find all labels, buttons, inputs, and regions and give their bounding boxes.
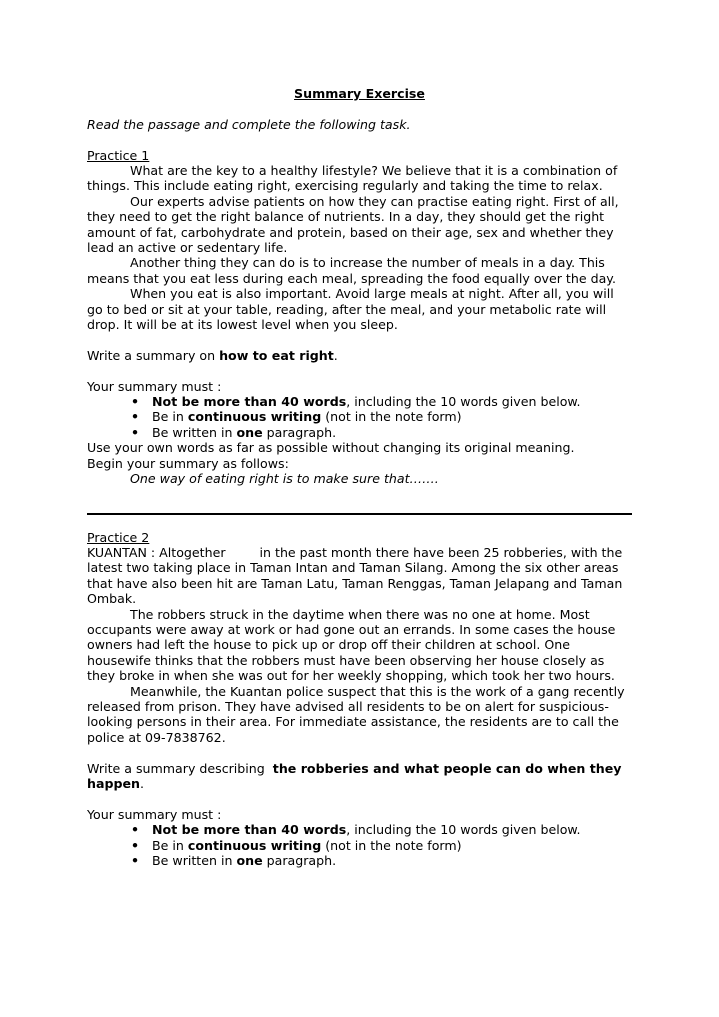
requirement-text: Be written in [152, 424, 237, 440]
instruction-text: Read the passage and complete the following task. [87, 116, 411, 132]
begin-text: One way of eating right is to make sure that……. [130, 471, 439, 487]
practice-2-paragraph: The robbers struck in the daytime when there was no one at home. Most occupants were away at work or had gone out an errands. In some cases the house owners had left the house to pick up or drop off their children at school. One housewife thinks that the robbers must have been observing her house closely as they broke in when she was out for her weekly shopping, which took her two hours. [87, 606, 616, 684]
dateline-text: KUANTAN : Altogether [87, 544, 226, 560]
section-divider [87, 513, 632, 515]
task-topic: the robberies and what people can do when they happen [87, 760, 622, 791]
task-text: Write a summary describing [87, 760, 273, 776]
requirement-emphasis: Not be more than 40 words [152, 394, 347, 410]
requirement-text: Be in [152, 837, 188, 853]
requirement-text: Be in [152, 409, 188, 425]
task-topic: how to eat right [219, 347, 334, 363]
requirement-text: (not in the note form) [321, 837, 462, 853]
requirement-text: (not in the note form) [321, 409, 462, 425]
task-text: Write a summary on [87, 347, 220, 363]
document-page [87, 86, 632, 868]
task-punctuation: . [140, 775, 145, 791]
summary-must-label: Your summary must : [87, 806, 222, 822]
requirement-item [152, 425, 632, 440]
requirement-emphasis: continuous writing [187, 409, 322, 425]
practice-1-paragraph: Another thing they can do is to increase the number of meals in a day. This means that you eat less during each meal, spreading the food equally over the day. [87, 255, 616, 286]
practice-1-paragraph: When you eat is also important. Avoid large meals at night. After all, you will go to bed or sit at your table, reading, after the meal, and your metabolic rate will drop. It will be at its lowest level when you sleep. [87, 286, 614, 333]
practice-2-section [87, 530, 632, 869]
requirements-list [87, 394, 632, 440]
requirement-item [152, 394, 632, 409]
begin-label: Begin your summary as follows: [87, 455, 289, 471]
requirement-text: Be written in [152, 853, 237, 868]
requirement-item [152, 838, 632, 853]
requirement-item [152, 853, 632, 868]
practice-1-paragraph: What are the key to a healthy lifestyle? We believe that it is a combination of things. This include eating right, exercising regularly and taking the time to relax. [87, 163, 618, 194]
own-words-instruction: Use your own words as far as possible without changing its original meaning. [87, 440, 575, 456]
requirement-text: paragraph. [262, 853, 337, 868]
requirement-item [152, 409, 632, 424]
summary-must-label: Your summary must : [87, 378, 222, 394]
requirements-list [87, 822, 632, 868]
practice-2-heading: Practice 2 [87, 529, 150, 545]
practice-2-paragraph [87, 545, 632, 607]
practice-1-task [87, 348, 632, 363]
requirement-text: , including the 10 words given below. [346, 394, 581, 410]
requirement-emphasis: continuous writing [187, 837, 322, 853]
practice-2-paragraph: Meanwhile, the Kuantan police suspect that this is the work of a gang recently released from prison. They have advised all residents to be on alert for suspicious-looking persons in their area. For immediate assistance, the residents are to call the police at 09-7838762. [87, 683, 625, 745]
page-title: Summary Exercise [294, 86, 425, 101]
requirement-emphasis: Not be more than 40 words [152, 822, 347, 838]
practice-1-section [87, 148, 632, 487]
requirement-item [152, 822, 632, 837]
task-punctuation: . [333, 347, 338, 363]
practice-1-paragraph: Our experts advise patients on how they can practise eating right. First of all, they need to get the right balance of nutrients. In a day, they should get the right amount of fat, carbohydrate and protein, based on their age, sex and whether they lead an active or sedentary life. [87, 193, 619, 256]
requirement-emphasis: one [236, 853, 263, 868]
requirement-emphasis: one [236, 424, 263, 440]
requirement-text: , including the 10 words given below. [346, 822, 581, 838]
practice-1-heading: Practice 1 [87, 147, 150, 163]
requirement-text: paragraph. [262, 424, 337, 440]
paragraph-text: in the past month there have been 25 robberies, with the latest two taking place in Taman Intan and Taman Silang. Among the six other areas that have also been hit are Taman Latu, Taman Renggas, Taman Jelapang and Taman Ombak. [87, 544, 623, 607]
practice-2-task [87, 761, 632, 792]
